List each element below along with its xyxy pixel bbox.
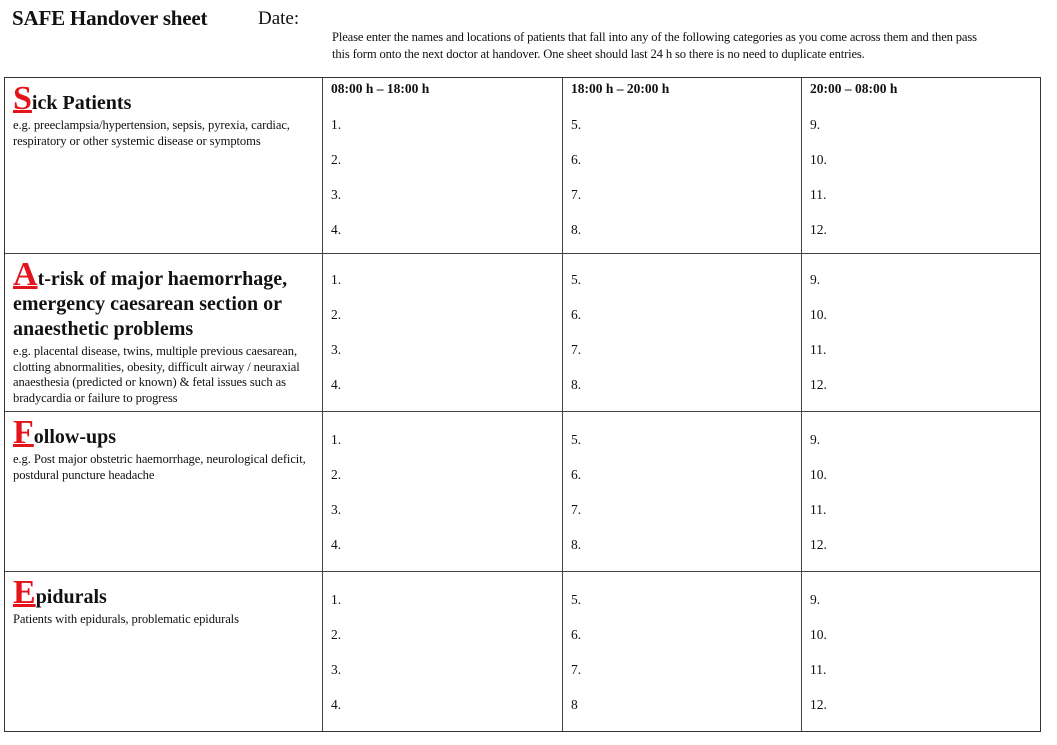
slot-entry[interactable]: 4. [331,222,342,237]
slot-entry[interactable]: 10. [810,152,827,167]
date-label: Date: [258,8,300,29]
category-title: ollow-ups [33,426,117,448]
slot-list [571,270,793,410]
slot-entry[interactable]: 2. [331,467,342,482]
slot-entry[interactable]: 4. [331,697,342,712]
slot-entry[interactable]: 8. [571,377,582,392]
time-slot-cell[interactable] [563,412,802,572]
slot-list [331,115,554,255]
category-heading [13,574,314,611]
category-cell [5,412,323,572]
slot-entry[interactable]: 11. [810,342,827,357]
slot-entry[interactable]: 12. [810,697,827,712]
category-heading [13,256,314,342]
slot-entry[interactable]: 9. [810,117,821,132]
slot-entry[interactable]: 11. [810,187,827,202]
category-initial: A [13,256,38,293]
slot-entry[interactable]: 2. [331,152,342,167]
slot-entry[interactable]: 11. [810,662,827,677]
slot-entry[interactable]: 11. [810,502,827,517]
slot-entry[interactable]: 7. [571,502,582,517]
category-description: e.g. Post major obstetric haemorrhage, neurological deficit, postdural puncture headache [13,452,306,482]
category-title: t-risk of major haemorrhage, emergency caesarean section or anaesthetic problems [13,268,288,340]
time-slot-cell[interactable] [563,78,802,254]
slot-entry[interactable]: 1. [331,432,342,447]
slot-entry[interactable]: 3. [331,187,342,202]
slot-entry[interactable]: 5. [571,432,582,447]
slot-list [571,115,793,255]
slot-entry[interactable]: 3. [331,662,342,677]
slot-entry[interactable]: 10. [810,467,827,482]
column-header: 20:00 – 08:00 h [810,81,898,96]
handover-table [4,77,1041,732]
slot-entry[interactable]: 5. [571,592,582,607]
slot-entry[interactable]: 8. [571,222,582,237]
slot-entry[interactable]: 9. [810,272,821,287]
slot-list [810,270,1032,410]
slot-entry[interactable]: 10. [810,627,827,642]
slot-entry[interactable]: 9. [810,592,821,607]
slot-list [331,590,554,730]
time-slot-cell[interactable] [323,78,563,254]
slot-entry[interactable]: 6. [571,627,582,642]
slot-entry[interactable]: 9. [810,432,821,447]
slot-entry[interactable]: 1. [331,272,342,287]
slot-list [571,430,793,570]
category-cell [5,78,323,254]
slot-entry[interactable]: 4. [331,377,342,392]
slot-entry[interactable]: 2. [331,627,342,642]
slot-entry[interactable]: 3. [331,502,342,517]
slot-entry[interactable]: 7. [571,187,582,202]
slot-entry[interactable]: 6. [571,307,582,322]
slot-entry[interactable]: 5. [571,272,582,287]
slot-entry[interactable]: 4. [331,537,342,552]
category-title: ick Patients [31,92,132,114]
category-initial: F [13,414,34,451]
slot-list [331,430,554,570]
slot-entry[interactable]: 3. [331,342,342,357]
slot-entry[interactable]: 6. [571,467,582,482]
column-header: 08:00 h – 18:00 h [331,81,430,96]
category-initial: S [13,80,32,117]
slot-entry[interactable]: 2. [331,307,342,322]
category-description: Patients with epidurals, problematic epidurals [13,612,239,626]
category-heading [13,80,314,117]
slot-entry[interactable]: 6. [571,152,582,167]
instructions-line-2: this form onto the next doctor at handover. One sheet should last 24 h so there is no need to duplicate entries. [332,47,865,61]
time-slot-cell[interactable] [802,572,1040,731]
category-cell [5,254,323,412]
instructions-line-1: Please enter the names and locations of patients that fall into any of the following categories as you come across them and then pass [332,30,977,44]
category-heading [13,414,314,451]
instructions [332,29,1057,63]
time-slot-cell[interactable] [563,572,802,731]
time-slot-cell[interactable] [802,78,1040,254]
slot-entry[interactable]: 1. [331,117,342,132]
time-slot-cell[interactable] [563,254,802,412]
slot-list [810,115,1032,255]
slot-entry[interactable]: 8. [571,537,582,552]
time-slot-cell[interactable] [323,254,563,412]
slot-list [571,590,793,730]
slot-entry[interactable]: 12. [810,537,827,552]
slot-entry[interactable]: 5. [571,117,582,132]
category-description: e.g. preeclampsia/hypertension, sepsis, pyrexia, cardiac, respiratory or other systemic disease or symptoms [13,118,290,148]
page-title: SAFE Handover sheet [12,6,208,30]
slot-entry[interactable]: 8 [571,697,578,712]
time-slot-cell[interactable] [323,412,563,572]
category-title: pidurals [35,586,107,608]
slot-entry[interactable]: 1. [331,592,342,607]
column-header: 18:00 h – 20:00 h [571,81,670,96]
category-cell [5,572,323,731]
slot-list [810,590,1032,730]
time-slot-cell[interactable] [323,572,563,731]
slot-entry[interactable]: 7. [571,662,582,677]
category-initial: E [13,574,36,611]
slot-entry[interactable]: 12. [810,222,827,237]
slot-entry[interactable]: 10. [810,307,827,322]
slot-list [810,430,1032,570]
time-slot-cell[interactable] [802,412,1040,572]
slot-list [331,270,554,410]
category-description: e.g. placental disease, twins, multiple previous caesarean, clotting abnormalities, obesity, difficult airway / neuraxial anaesthesia (predicted or known) & fetal issues such as bradycardia or failure to progress [13,344,300,405]
time-slot-cell[interactable] [802,254,1040,412]
slot-entry[interactable]: 7. [571,342,582,357]
slot-entry[interactable]: 12. [810,377,827,392]
